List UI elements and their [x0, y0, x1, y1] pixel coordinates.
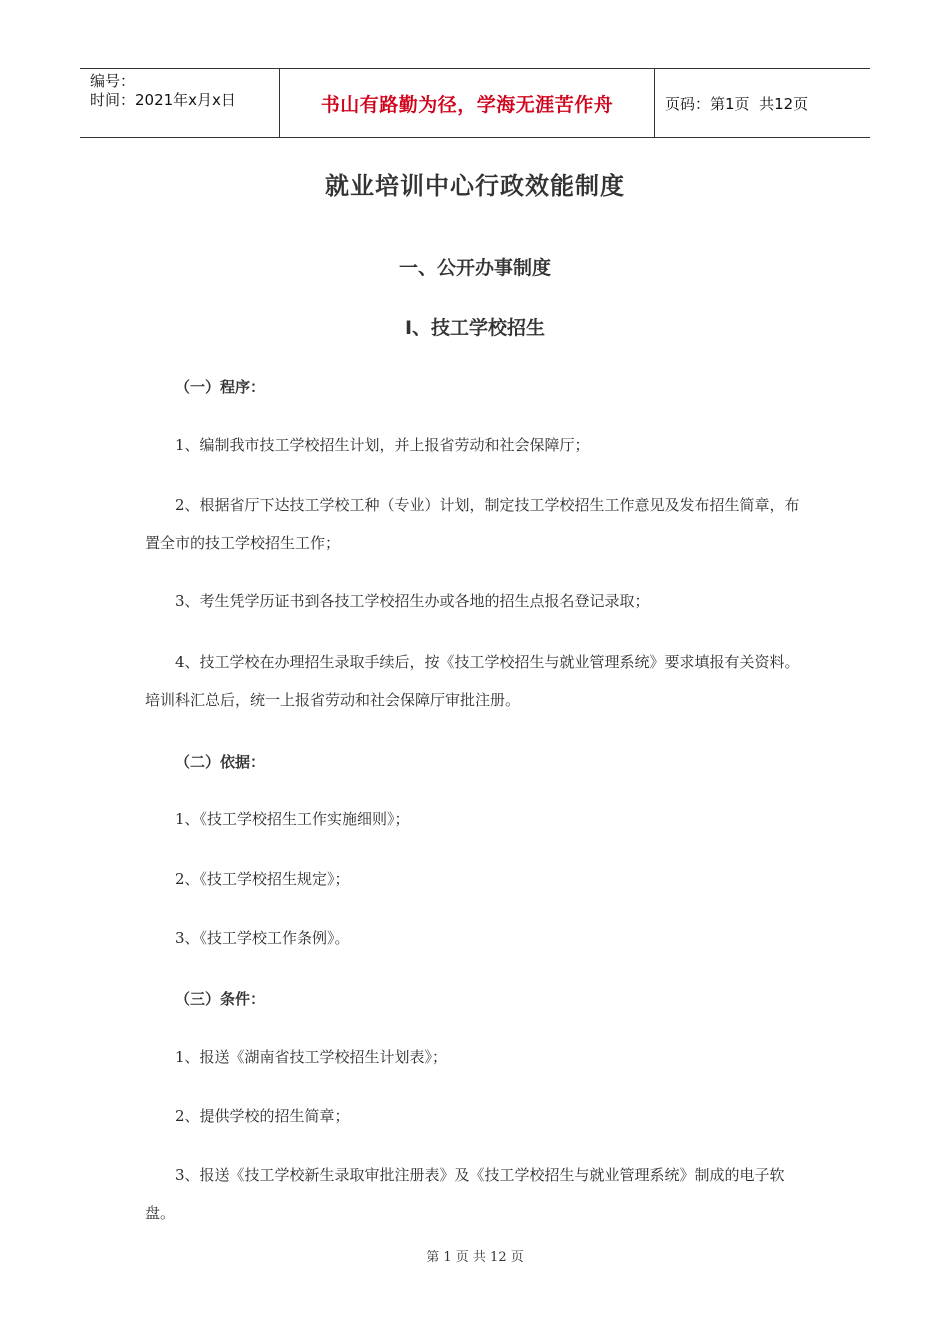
procedure-item: 2、根据省厅下达技工学校工种（专业）计划，制定技工学校招生工作意见及发布招生简章，布置全市的技工学校招生工作；	[145, 496, 800, 552]
conditions-heading: （三）条件：	[175, 990, 266, 1008]
document-date: 时间：2021年x月x日	[90, 91, 236, 109]
header-page-info	[655, 69, 870, 137]
basis-item: 2、《技工学校招生规定》；	[175, 870, 350, 888]
procedure-heading: （一）程序：	[175, 378, 266, 396]
page-footer: 第 1 页 共 12 页	[426, 1250, 524, 1265]
procedure-item: 3、考生凭学历证书到各技工学校招生办或各地的招生点报名登记录取；	[175, 592, 650, 610]
document-number-label: 编号：	[90, 72, 136, 90]
header-page-text: 页码：第1页 共12页	[665, 94, 809, 113]
subsection-heading: Ⅰ、技工学校招生	[404, 317, 546, 339]
basis-item: 1、《技工学校招生工作实施细则》；	[175, 810, 410, 828]
page-header	[80, 68, 870, 138]
conditions-item: 3、报送《技工学校新生录取审批注册表》及《技工学校招生与就业管理系统》制成的电子软盘。	[145, 1166, 785, 1222]
procedure-item: 1、编制我市技工学校招生计划，并上报省劳动和社会保障厅；	[175, 436, 590, 454]
section-heading: 一、公开办事制度	[398, 257, 551, 279]
conditions-item: 2、提供学校的招生简章；	[175, 1107, 350, 1125]
procedure-item: 4、技工学校在办理招生录取手续后，按《技工学校招生与就业管理系统》要求填报有关资料。培训科汇总后，统一上报省劳动和社会保障厅审批注册。	[145, 653, 800, 709]
basis-heading: （二）依据：	[175, 753, 266, 771]
document-title: 就业培训中心行政效能制度	[325, 172, 625, 200]
header-meta	[80, 69, 280, 137]
basis-item: 3、《技工学校工作条例》。	[175, 929, 350, 947]
conditions-item: 1、报送《湖南省技工学校招生计划表》；	[175, 1048, 448, 1066]
header-motto: 书山有路勤为径，学海无涯苦作舟	[280, 69, 655, 137]
